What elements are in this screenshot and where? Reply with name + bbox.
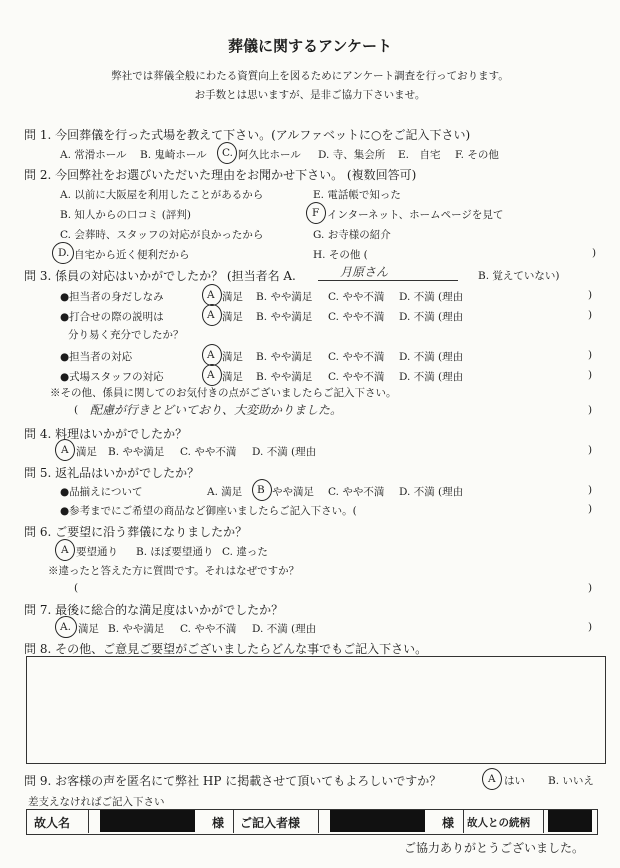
question-4-label: 問 4. 料理はいかがでしたか？ bbox=[24, 427, 188, 441]
selected-circle-mark bbox=[202, 344, 222, 366]
q3-row4-scale-c[interactable]: C. やや不満 bbox=[328, 371, 385, 383]
q3-row3-scale-d[interactable]: D. 不満 (理由 bbox=[399, 351, 464, 363]
q9-option-b[interactable]: B. いいえ bbox=[548, 775, 594, 787]
q3-row2-scale-a[interactable]: A bbox=[207, 309, 215, 321]
deceased-name-label: 故人名 bbox=[34, 816, 71, 830]
q3-row2-close: ) bbox=[588, 309, 593, 321]
q2-option-b[interactable]: B. 知人からの口コミ (評判) bbox=[60, 209, 191, 221]
writer-name-label: ご記入者様 bbox=[240, 816, 301, 830]
q7-close: ) bbox=[588, 621, 593, 633]
q3-row4-scale-d[interactable]: D. 不満 (理由 bbox=[399, 371, 464, 383]
redacted-deceased-name bbox=[100, 810, 195, 832]
intro-line-1: 弊社では葬儀全般にわたる資質向上を図るためにアンケート調査を行っております。 bbox=[111, 70, 509, 82]
selected-circle-mark bbox=[202, 304, 222, 326]
q5-note-close: ) bbox=[588, 503, 593, 515]
staff-name-underline bbox=[318, 280, 458, 281]
selected-circle-mark bbox=[202, 284, 222, 306]
q5-option-b-text: やや満足 bbox=[272, 486, 314, 498]
question-3-label: 問 3. 係員の対応はいかがでしたか？ (担当者名 A. bbox=[24, 269, 296, 283]
table-divider bbox=[233, 809, 234, 833]
q5-close: ) bbox=[588, 484, 593, 496]
q2-close-paren: ) bbox=[592, 247, 597, 259]
q3-row3-scale-a-text: 満足 bbox=[222, 351, 243, 363]
q4-option-a[interactable]: A bbox=[61, 444, 69, 456]
question-5-label: 問 5. 返礼品はいかがでしたか？ bbox=[24, 466, 200, 480]
sama-label-2: 様 bbox=[442, 816, 455, 830]
comment-box[interactable] bbox=[26, 656, 606, 764]
q3-comment-open: ( bbox=[74, 404, 79, 416]
table-divider bbox=[543, 809, 544, 833]
q4-option-b[interactable]: B. やや満足 bbox=[108, 446, 165, 458]
question-2-label: 問 2. 今回弊社をお選びいただいた理由をお聞かせ下さい。 (複数回答可) bbox=[24, 168, 417, 182]
q7-option-a-text: 満足 bbox=[78, 623, 99, 635]
q3-row4-scale-a[interactable]: A bbox=[207, 369, 215, 381]
selected-circle-mark bbox=[202, 364, 222, 386]
thanks-message: ご協力ありがとうございました。 bbox=[404, 841, 585, 855]
q3-row-attitude: ●担当者の対応 bbox=[60, 351, 133, 363]
selected-circle-mark bbox=[52, 242, 74, 264]
table-divider bbox=[463, 809, 464, 833]
sama-label-1: 様 bbox=[212, 816, 225, 830]
q3-row-explanation: ●打合せの際の説明は bbox=[60, 311, 164, 323]
q3-row3-close: ) bbox=[588, 349, 593, 361]
selected-circle-mark bbox=[482, 768, 502, 790]
q9-note: 差支えなければご記入下さい bbox=[28, 796, 165, 808]
q2-option-g[interactable]: G. お寺様の紹介 bbox=[313, 229, 391, 241]
q5-option-c[interactable]: C. やや不満 bbox=[328, 486, 385, 498]
q3-row1-scale-c[interactable]: C. やや不満 bbox=[328, 291, 385, 303]
selected-circle-mark bbox=[55, 539, 75, 561]
question-1-label: 問 1. 今回葬儀を行った式場を教えて下さい。(アルファベットに○をご記入下さい) bbox=[24, 128, 471, 142]
q1-option-f[interactable]: F. その他 bbox=[455, 149, 499, 161]
q3-comment-handwritten: 配慮が行きとどいており、大変助かりました。 bbox=[90, 403, 343, 417]
q9-option-a[interactable]: A bbox=[488, 773, 496, 785]
q2-option-f-text: インターネット、ホームページを見て bbox=[327, 209, 504, 221]
q3-row2-scale-b[interactable]: B. やや満足 bbox=[256, 311, 313, 323]
q3-row-hall-staff: ●式場スタッフの対応 bbox=[60, 371, 164, 383]
q7-option-d[interactable]: D. 不満 (理由 bbox=[252, 623, 317, 635]
q3-row1-scale-d[interactable]: D. 不満 (理由 bbox=[399, 291, 464, 303]
table-divider bbox=[318, 809, 319, 833]
q3-option-b[interactable]: B. 覚えていない) bbox=[478, 270, 560, 282]
q1-option-c-text: 阿久比ホール bbox=[238, 149, 301, 161]
question-8-label: 問 8. その他、ご意見ご要望がございましたらどんな事でもご記入下さい。 bbox=[24, 642, 428, 656]
q1-option-c[interactable]: C. bbox=[222, 147, 233, 159]
q2-option-e[interactable]: E. 電話帳で知った bbox=[313, 189, 401, 201]
q6-option-c[interactable]: C. 違った bbox=[222, 546, 268, 558]
staff-name-handwritten: 月原さん bbox=[340, 265, 389, 279]
q1-option-e[interactable]: E. 自宅 bbox=[398, 149, 441, 161]
q4-close: ) bbox=[588, 444, 593, 456]
page-title: 葬儀に関するアンケート bbox=[227, 37, 393, 55]
redacted-relation bbox=[548, 810, 592, 832]
table-divider bbox=[88, 809, 89, 833]
q3-row2-scale-c[interactable]: C. やや不満 bbox=[328, 311, 385, 323]
q3-note: ※その他、係員に関してのお気付きの点がございましたらご記入下さい。 bbox=[50, 387, 397, 399]
q2-option-d-letter[interactable]: D. bbox=[58, 247, 70, 259]
q6-option-b[interactable]: B. ほぼ要望通り bbox=[136, 546, 214, 558]
q3-row1-scale-a-text: 満足 bbox=[222, 291, 243, 303]
q5-option-d[interactable]: D. 不満 (理由 bbox=[399, 486, 464, 498]
q3-row4-close: ) bbox=[588, 369, 593, 381]
q1-option-d[interactable]: D. 寺、集会所 bbox=[318, 149, 386, 161]
q6-open: ( bbox=[74, 582, 79, 594]
q5-note: ●参考までにご希望の商品など御座いましたらご記入下さい。( bbox=[60, 505, 357, 517]
q5-option-b[interactable]: B bbox=[257, 484, 265, 496]
q3-row1-scale-b[interactable]: B. やや満足 bbox=[256, 291, 313, 303]
q9-option-a-text: はい bbox=[504, 775, 525, 787]
q4-option-d[interactable]: D. 不満 (理由 bbox=[252, 446, 317, 458]
q3-row2-subtext: 分り易く充分でしたか？ bbox=[68, 329, 184, 341]
q3-row2-scale-d[interactable]: D. 不満 (理由 bbox=[399, 311, 464, 323]
q3-row3-scale-c[interactable]: C. やや不満 bbox=[328, 351, 385, 363]
q6-option-a[interactable]: A bbox=[61, 544, 69, 556]
redacted-writer-name bbox=[330, 810, 425, 832]
q4-option-a-text: 満足 bbox=[76, 446, 97, 458]
relation-label: 故人との続柄 bbox=[467, 817, 530, 829]
q3-row3-scale-a[interactable]: A bbox=[207, 349, 215, 361]
q3-row-appearance: ●担当者の身だしなみ bbox=[60, 291, 164, 303]
selected-circle-mark bbox=[55, 439, 75, 461]
question-6-label: 問 6. ご要望に沿う葬儀になりましたか？ bbox=[24, 525, 248, 539]
q7-option-c[interactable]: C. やや不満 bbox=[180, 623, 237, 635]
q1-option-b[interactable]: B. 鬼崎ホール bbox=[140, 149, 207, 161]
selected-circle-mark bbox=[252, 479, 272, 501]
question-7-label: 問 7. 最後に総合的な満足度はいかがでしたか？ bbox=[24, 603, 284, 617]
q2-option-a[interactable]: A. 以前に大阪屋を利用したことがあるから bbox=[60, 189, 264, 201]
q5-option-a[interactable]: A. 満足 bbox=[207, 486, 243, 498]
q2-option-d-text: 自宅から近く便利だから bbox=[74, 249, 190, 261]
intro-line-2: お手数とは思いますが、是非ご協力下さいませ。 bbox=[194, 89, 426, 101]
selected-circle-mark bbox=[217, 142, 237, 164]
q6-note: ※違ったと答えた方に質問です。それはなぜですか？ bbox=[48, 565, 300, 577]
selected-circle-mark bbox=[55, 616, 77, 638]
q3-row1-close: ) bbox=[588, 289, 593, 301]
q7-option-a[interactable]: A. bbox=[60, 621, 71, 633]
q3-row3-scale-b[interactable]: B. やや満足 bbox=[256, 351, 313, 363]
question-9-label: 問 9. お客様の声を匿名にて弊社 HP に掲載させて頂いてもよろしいですか？ bbox=[24, 774, 442, 788]
q3-comment-close: ) bbox=[588, 404, 593, 416]
q3-row1-scale-a[interactable]: A bbox=[207, 289, 215, 301]
q4-option-c[interactable]: C. やや不満 bbox=[180, 446, 237, 458]
q3-row2-scale-a-text: 満足 bbox=[222, 311, 243, 323]
q3-row4-scale-a-text: 満足 bbox=[222, 371, 243, 383]
q2-option-f-letter[interactable]: F bbox=[312, 207, 320, 219]
selected-circle-mark bbox=[306, 202, 326, 224]
q2-option-c[interactable]: C. 会葬時、スタッフの対応が良かったから bbox=[60, 229, 264, 241]
q5-item: ●品揃えについて bbox=[60, 486, 143, 498]
q3-row4-scale-b[interactable]: B. やや満足 bbox=[256, 371, 313, 383]
q1-option-a[interactable]: A. 常滑ホール bbox=[60, 149, 127, 161]
q6-close: ) bbox=[588, 582, 593, 594]
q2-option-h[interactable]: H. その他 ( bbox=[313, 249, 368, 261]
q6-option-a-text: 要望通り bbox=[76, 546, 118, 558]
q7-option-b[interactable]: B. やや満足 bbox=[108, 623, 165, 635]
